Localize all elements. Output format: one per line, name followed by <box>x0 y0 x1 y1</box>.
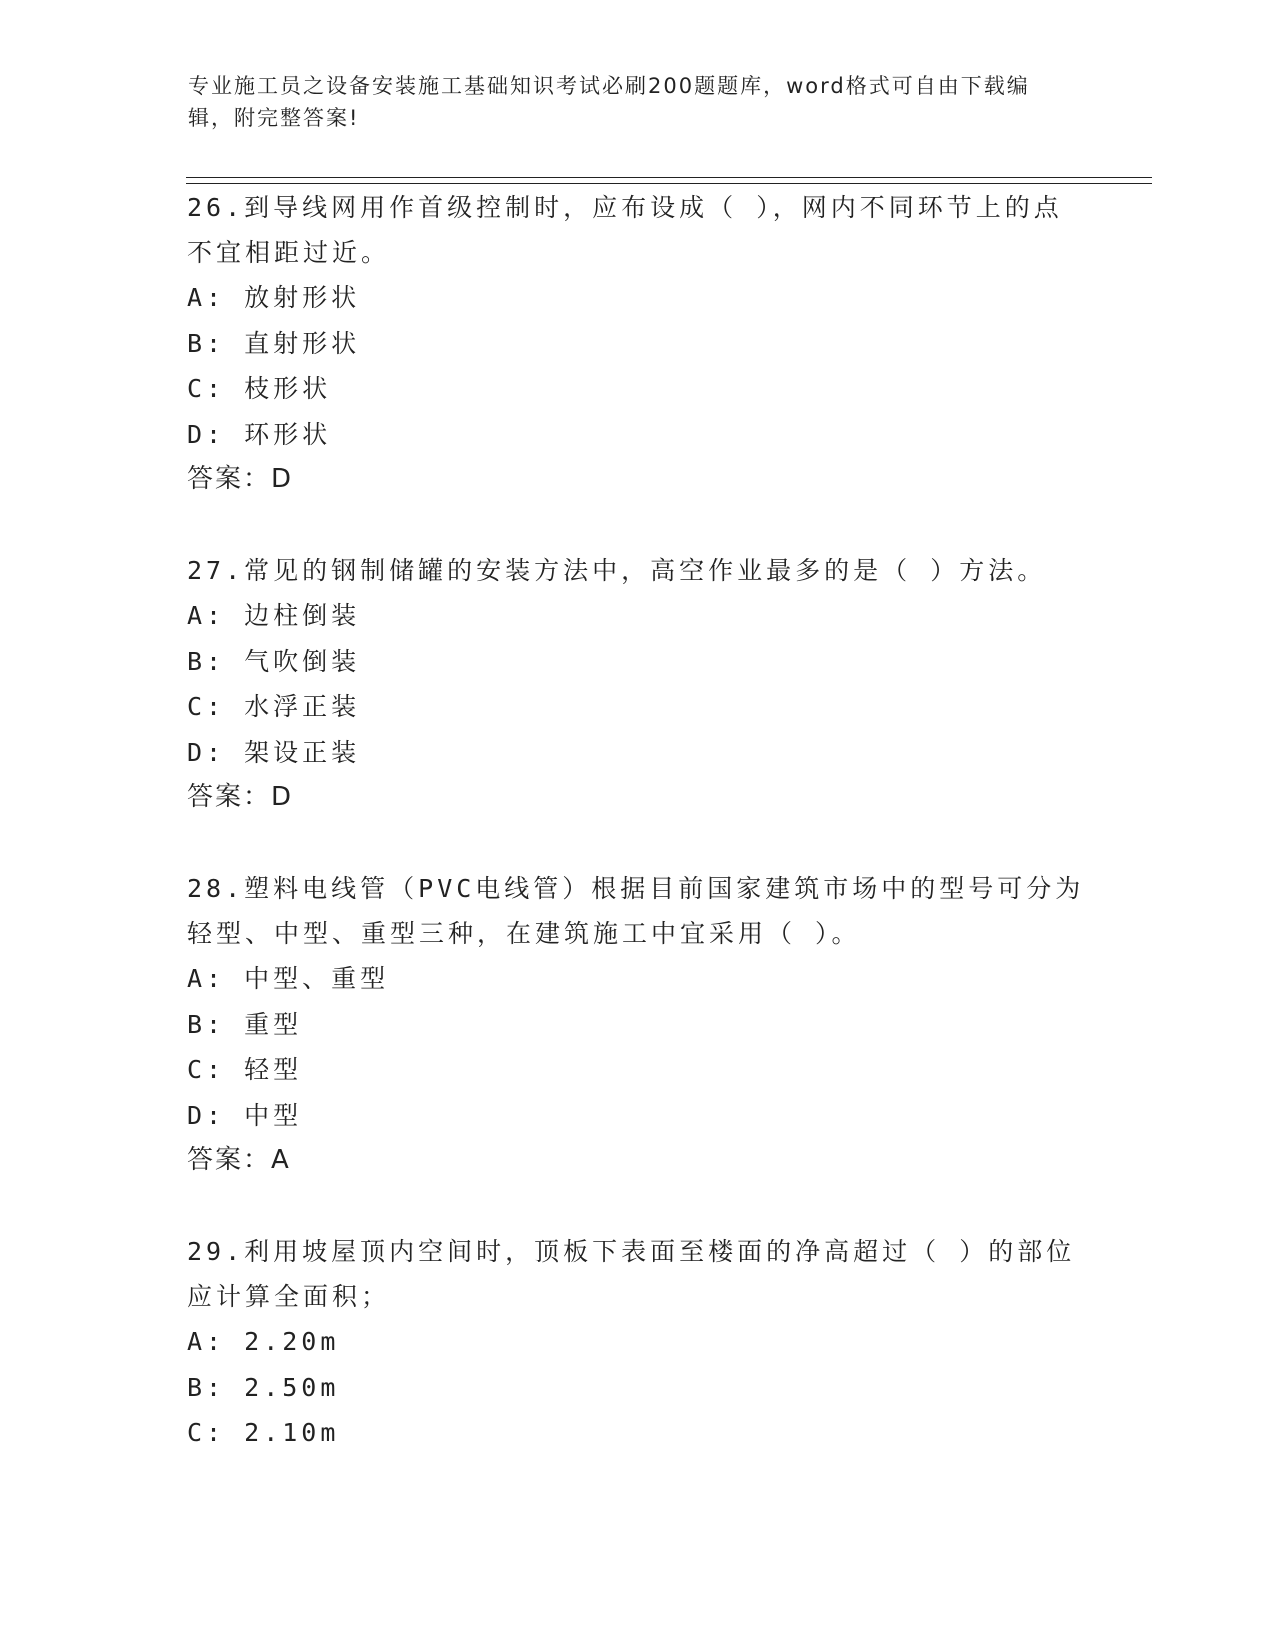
option-c: C: 轻型 <box>187 1055 303 1084</box>
question-stem: 28.塑料电线管（PVC电线管）根据目前国家建筑市场中的型号可分为轻型、中型、重型三种，在建筑施工中宜采用（ ）。 <box>187 874 1085 948</box>
question-26 <box>187 185 1087 502</box>
answer-line: 答案：A <box>187 1145 291 1175</box>
option-b: B: 2.50m <box>187 1372 340 1402</box>
header-divider-top <box>186 177 1152 178</box>
answer-line: 答案：D <box>187 782 294 812</box>
option-c: C: 枝形状 <box>187 374 332 403</box>
option-d: D: 中型 <box>187 1100 303 1130</box>
option-c: C: 水浮正装 <box>187 692 361 721</box>
option-a: A: 2.20m <box>187 1327 340 1356</box>
option-b: B: 气吹倒装 <box>187 646 361 676</box>
option-a: A: 放射形状 <box>187 283 361 312</box>
option-a: A: 中型、重型 <box>187 964 390 993</box>
option-d: D: 环形状 <box>187 419 332 449</box>
question-27 <box>187 548 1087 820</box>
option-b: B: 重型 <box>187 1009 303 1039</box>
answer-line: 答案：D <box>187 464 294 494</box>
question-stem: 27.常见的钢制储罐的安装方法中，高空作业最多的是（ ）方法。 <box>187 556 1047 585</box>
option-a: A: 边柱倒装 <box>187 601 361 630</box>
document-header: 专业施工员之设备安装施工基础知识考试必刷200题题库，word格式可自由下载编辑，附完整答案! <box>188 74 1030 130</box>
question-29 <box>187 1229 1087 1456</box>
option-c: C: 2.10m <box>187 1418 340 1447</box>
question-list <box>187 185 1087 1502</box>
question-stem: 29.利用坡屋顶内空间时，顶板下表面至楼面的净高超过（ ）的部位应计算全面积； <box>187 1237 1076 1311</box>
question-28 <box>187 866 1087 1183</box>
option-d: D: 架设正装 <box>187 737 361 767</box>
option-b: B: 直射形状 <box>187 328 361 358</box>
question-stem: 26.到导线网用作首级控制时，应布设成（ ），网内不同环节上的点不宜相距过近。 <box>187 193 1063 267</box>
header-divider-bottom <box>186 183 1152 184</box>
